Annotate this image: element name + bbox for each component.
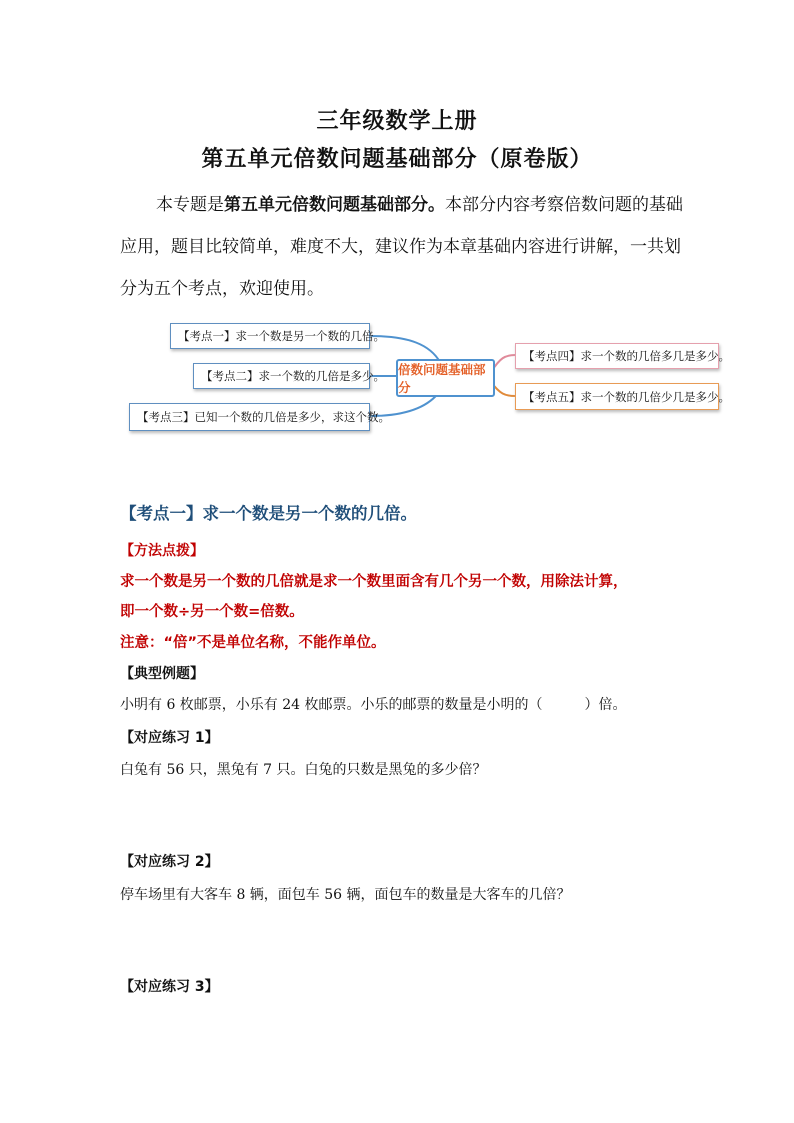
section-heading-kp1: 【考点一】求一个数是另一个数的几倍。 (120, 504, 417, 523)
note-text: 注意：“倍”不是单位名称，不能作单位。 (120, 635, 386, 651)
mindmap-center-node: 倍数问题基础部分 (396, 359, 495, 397)
mindmap-node-kp2: 【考点二】求一个数的几倍是多少。 (193, 363, 370, 389)
practice2-heading: 【对应练习 2】 (120, 854, 219, 870)
mindmap-node-kp5: 【考点五】求一个数的几倍少几是多少。 (515, 383, 719, 410)
practice3-heading: 【对应练习 3】 (120, 979, 219, 995)
mindmap-node-kp1: 【考点一】求一个数是另一个数的几倍。 (170, 323, 370, 349)
practice1-question: 白兔有 56 只，黑兔有 7 只。白兔的只数是黑兔的多少倍？ (120, 762, 487, 778)
mindmap-node-kp3: 【考点三】已知一个数的几倍是多少，求这个数。 (129, 403, 370, 431)
example-question: 小明有 6 枚邮票，小乐有 24 枚邮票。小乐的邮票的数量是小明的（ ）倍。 (120, 697, 627, 713)
practice2-question: 停车场里有大客车 8 辆，面包车 56 辆，面包车的数量是大客车的几倍？ (120, 887, 571, 903)
rule-line-1: 求一个数是另一个数的几倍就是求一个数里面含有几个另一个数，用除法计算， (120, 574, 628, 590)
intro-lead: 本专题是 (156, 195, 224, 215)
mindmap-node-kp4: 【考点四】求一个数的几倍多几是多少。 (515, 343, 719, 369)
rule-line-2: 即一个数÷另一个数=倍数。 (120, 604, 304, 620)
example-heading: 【典型例题】 (120, 666, 204, 682)
page-title: 三年级数学上册 (316, 109, 478, 134)
page-subtitle: 第五单元倍数问题基础部分（原卷版） (201, 147, 593, 172)
method-heading: 【方法点拨】 (120, 543, 204, 559)
intro-bold: 第五单元倍数问题基础部分。 (224, 195, 445, 215)
practice1-heading: 【对应练习 1】 (120, 730, 219, 746)
intro-rest: 本部分内容考察倍数问题的基础应用，题目比较简单，难度不大，建议作为本章基础内容进行讲解，一共划分为五个考点，欢迎使用。 (120, 195, 683, 299)
